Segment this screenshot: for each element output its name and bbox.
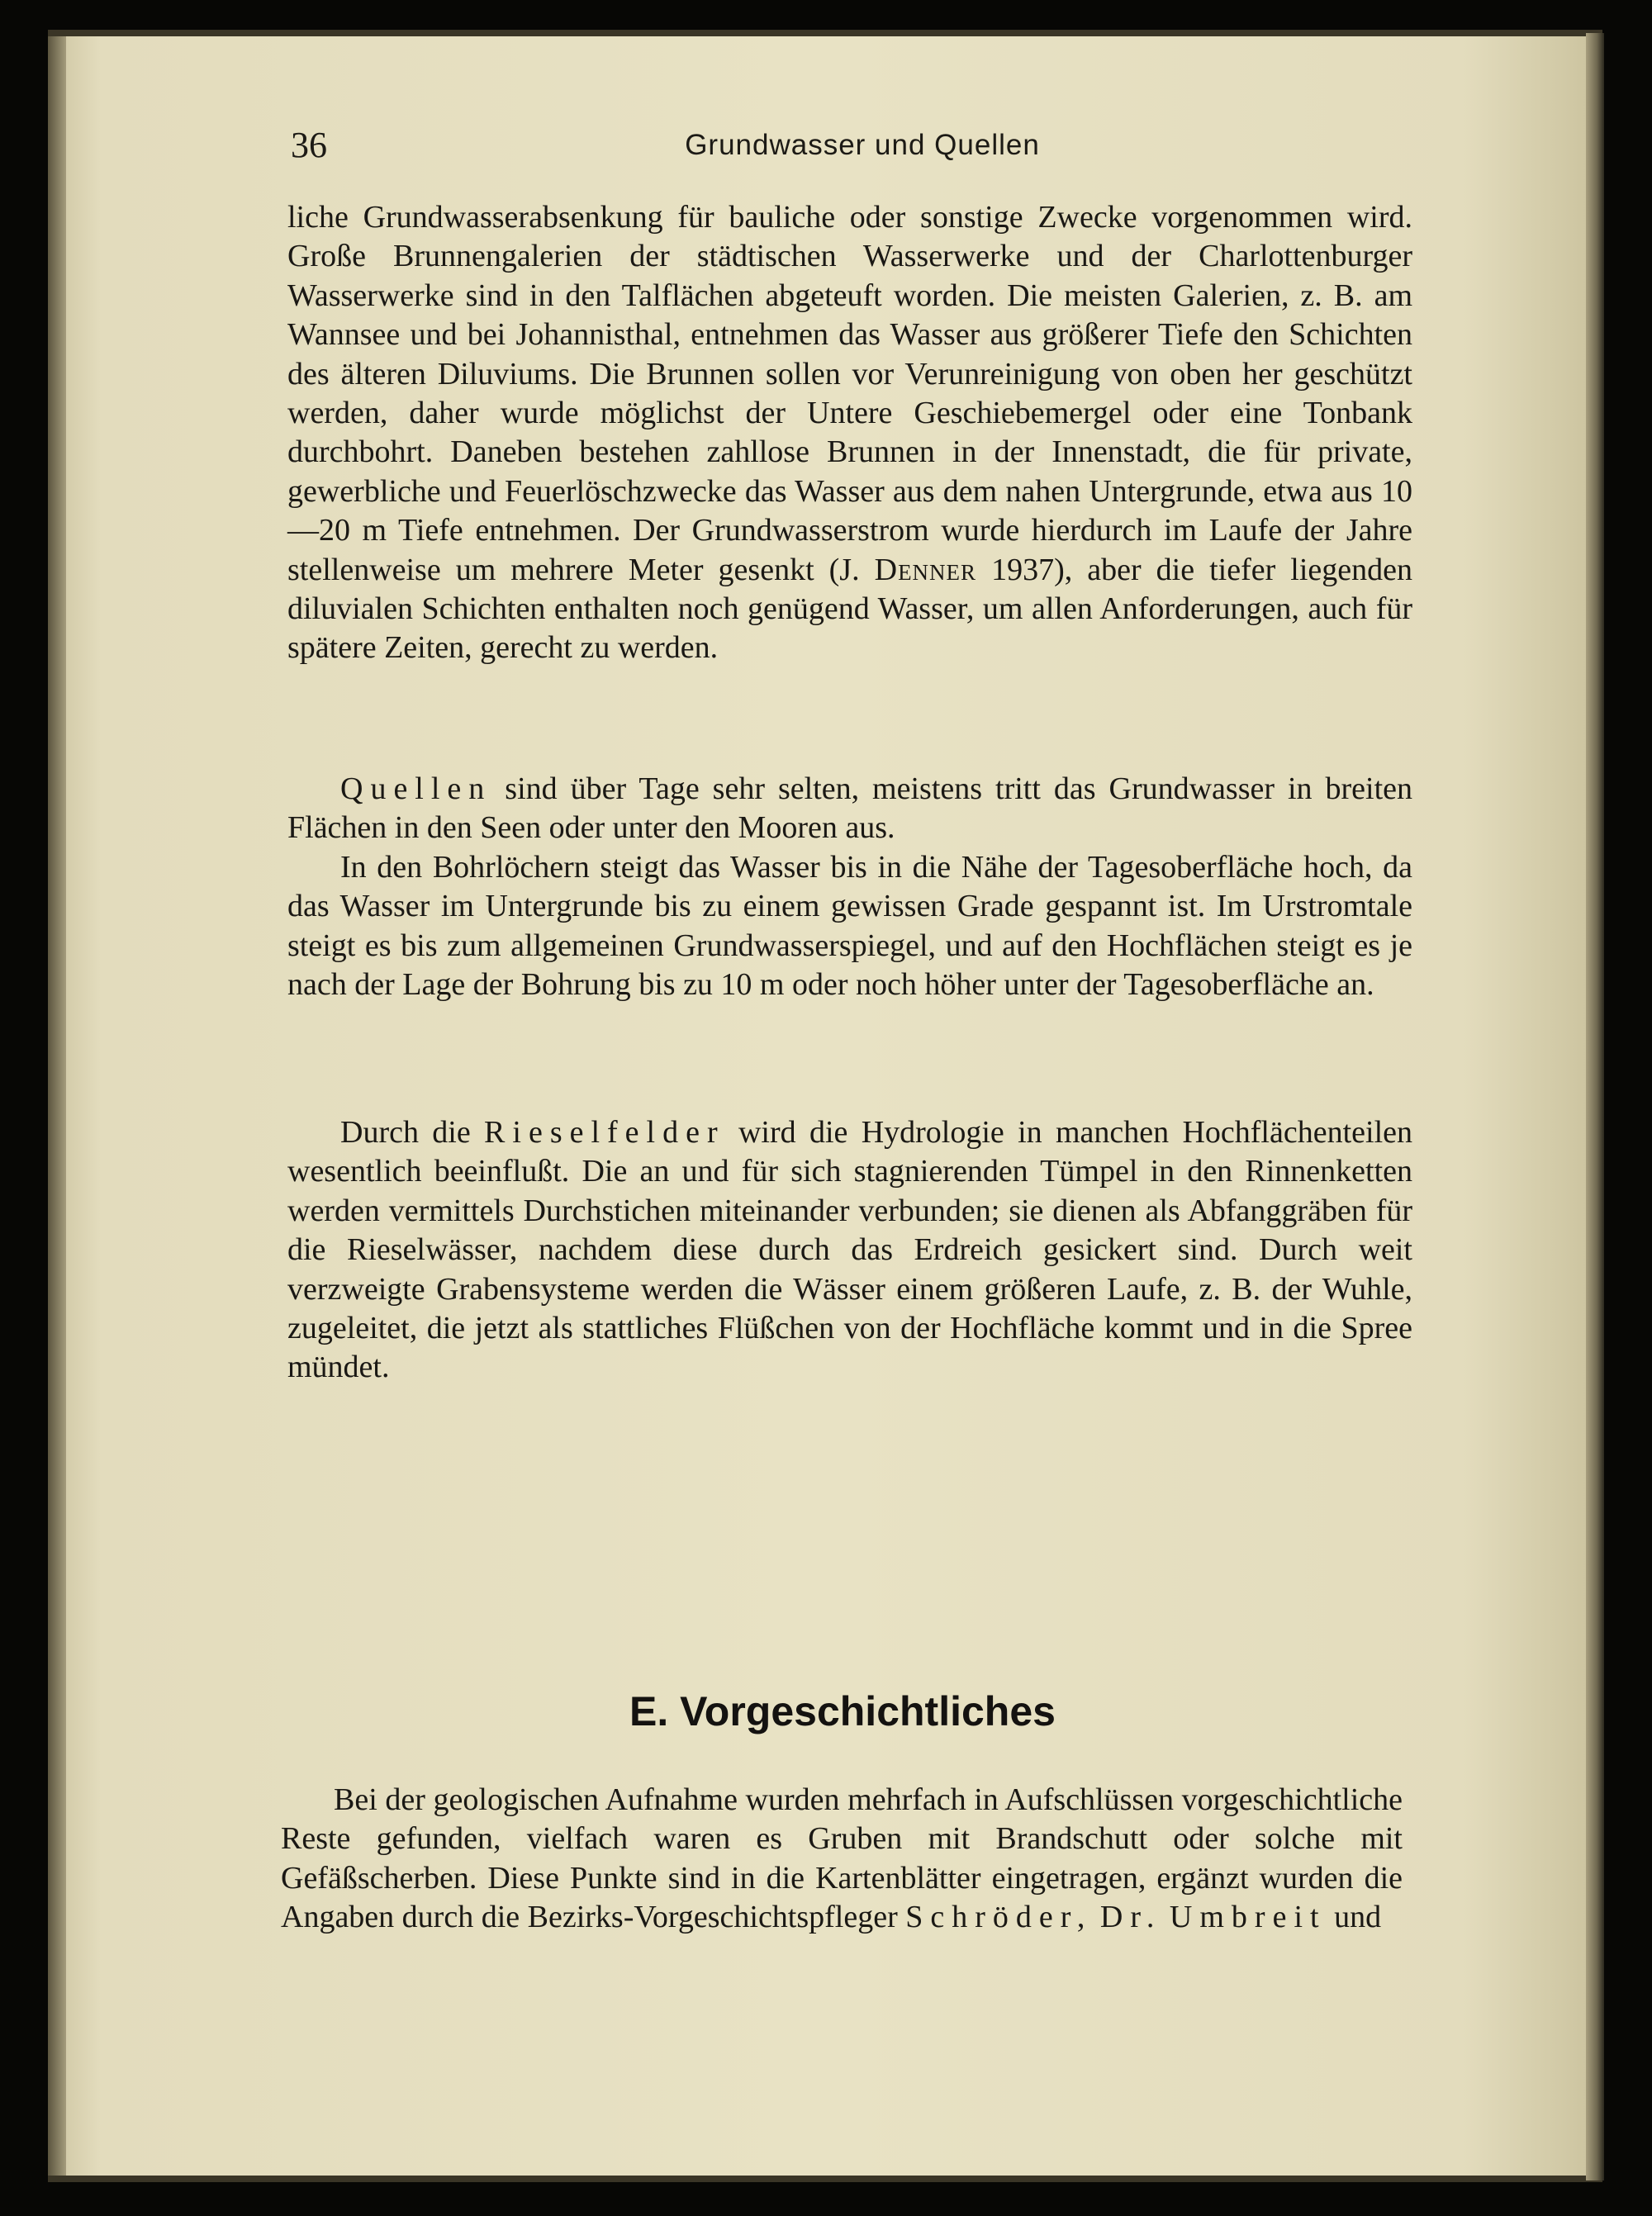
person-name: Umbreit [1169,1900,1327,1935]
paragraph-text: wird die Hydrologie in manchen Hochflächenteilen wesentlich beeinflußt. Die an und für sich stagnierenden Tümpel in den Rinnenketten werden vermittels Durchstichen miteinander verbunden; sie dienen als Abfanggräben für die Rieselwässer, nachdem diese durch das Erdreich gesickert sind. Durch weit verzweigte Grabensysteme werden die Wässer einem größeren Laufe, z. B. der Wuhle, zugeleitet, die jetzt als stattliches Flüßchen von der Hochfläche kommt und in die Spree mündet. [287,1115,1412,1385]
person-name: Schröder, [905,1900,1093,1935]
page-gutter [48,36,66,2176]
emphasis-term: Quellen [340,771,492,806]
section-heading: E. Vorgeschichtliches [629,1688,1056,1734]
paragraph [287,198,1412,668]
author-name: Denner [874,552,977,587]
body-text-groundwater [287,198,1412,668]
page-number: 36 [291,125,327,165]
paragraph [287,770,1412,848]
paragraph-text-end: 1937), aber die tiefer liegenden diluvialen Schichten enthalten noch genügend Wasser, um allen Anforderungen, auch für spätere Zeiten, gerecht zu werden. [287,552,1413,666]
paragraph: In den Bohrlöchern steigt das Wasser bis in die Nähe der Tagesoberfläche hoch, da das Wasser im Untergrunde bis zu einem gewissen Grade gespannt ist. Im Urstromtale steigt es bis zum allgemeinen Grundwasserspiegel, und auf den Hochflächen steigt es je nach der Lage der Bohrung bis zu 10 m oder noch höher unter der Tagesoberfläche an. [287,849,1412,1003]
person-title: Dr. [1099,1900,1162,1935]
paragraph [287,1113,1412,1388]
paragraph-text-end: und [1334,1900,1382,1935]
running-title: Grundwasser und Quellen [685,129,1040,161]
paragraph-text: liche Grundwasserabsenkung für bauliche oder sonstige Zwecke vorgenommen wird. Große Brunnengalerien der städtischen Wasserwerke und der Charlottenburger Wasserwerke sind in den Talflächen abgeteuft worden. Die meisten Galerien, z. B. am Wannsee und bei Johannisthal, entnehmen das Wasser aus größerer Tiefe den Schichten des älteren Diluviums. Die Brunnen sollen vor Verunreinigung von oben her geschützt werden, daher wurde möglichst der Untere Geschiebemergel oder eine Tonbank durchbohrt. Daneben bestehen zahllose Brunnen in der Innenstadt, die für private, gewerbliche und Feuerlöschzwecke das Wasser aus dem nahen Untergrunde, etwa aus 10—20 m Tiefe entnehmen. Der Grundwasserstrom wurde hierdurch im Laufe der Jahre stellenweise um mehrere Meter gesenkt (J. [287,200,1412,587]
paragraph-text: sind über Tage sehr selten, meistens tritt das Grundwasser in breiten Flächen in den Seen oder unter den Mooren aus. [287,771,1413,846]
page-fore-edge [1586,33,1604,2180]
body-text-springs [287,770,1412,1004]
body-text-prehistory [281,1781,1403,1938]
paragraph [281,1781,1403,1938]
body-text-sewage-fields [287,1113,1412,1388]
running-head [291,122,1411,168]
paragraph-text: Bei der geologischen Aufnahme wurden mehrfach in Aufschlüssen vorgeschichtliche Reste gefunden, vielfach waren es Gruben mit Brandschutt oder solche mit Gefäßscherben. Diese Punkte sind in die Kartenblätter eingetragen, ergänzt wurden die Angaben durch die Bezirks-Vorgeschichtspfleger [281,1782,1403,1935]
paragraph-text-start: Durch die [340,1115,471,1150]
emphasis-term: Rieselfelder [484,1115,725,1150]
